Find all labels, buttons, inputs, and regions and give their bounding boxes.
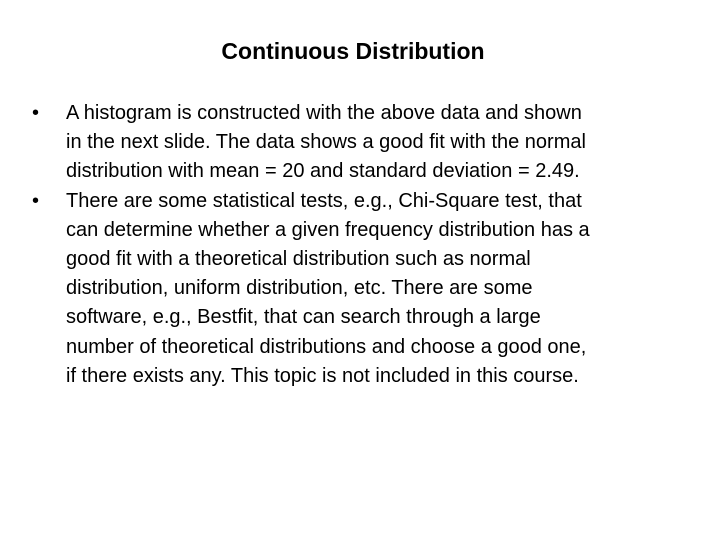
bullet-item-statistical-tests xyxy=(32,187,700,391)
bullet-marker: • xyxy=(32,189,40,212)
bullet-text-line: software, e.g., Bestfit, that can search through a large xyxy=(66,306,541,329)
bullet-item-histogram xyxy=(32,99,700,187)
slide-title: Continuous Distribution xyxy=(221,38,485,64)
bullet-text-line: distribution, uniform distribution, etc. There are some xyxy=(66,277,533,300)
bullet-text-line: in the next slide. The data shows a good fit with the normal xyxy=(66,131,586,154)
bullet-text-line: A histogram is constructed with the above data and shown xyxy=(66,102,582,124)
bullet-text-line: number of theoretical distributions and choose a good one, xyxy=(66,335,587,358)
bullet-text-line: There are some statistical tests, e.g., Chi-Square test, that xyxy=(66,189,582,212)
bullet-text-line: if there exists any. This topic is not included in this course. xyxy=(66,364,579,387)
bullet-list xyxy=(32,99,700,391)
bullet-text-line: distribution with mean = 20 and standard deviation = 2.49. xyxy=(66,160,580,183)
bullet-text-line: can determine whether a given frequency distribution has a xyxy=(66,218,590,241)
bullet-text-line: good fit with a theoretical distribution such as normal xyxy=(66,248,531,271)
bullet-marker: • xyxy=(32,102,40,124)
